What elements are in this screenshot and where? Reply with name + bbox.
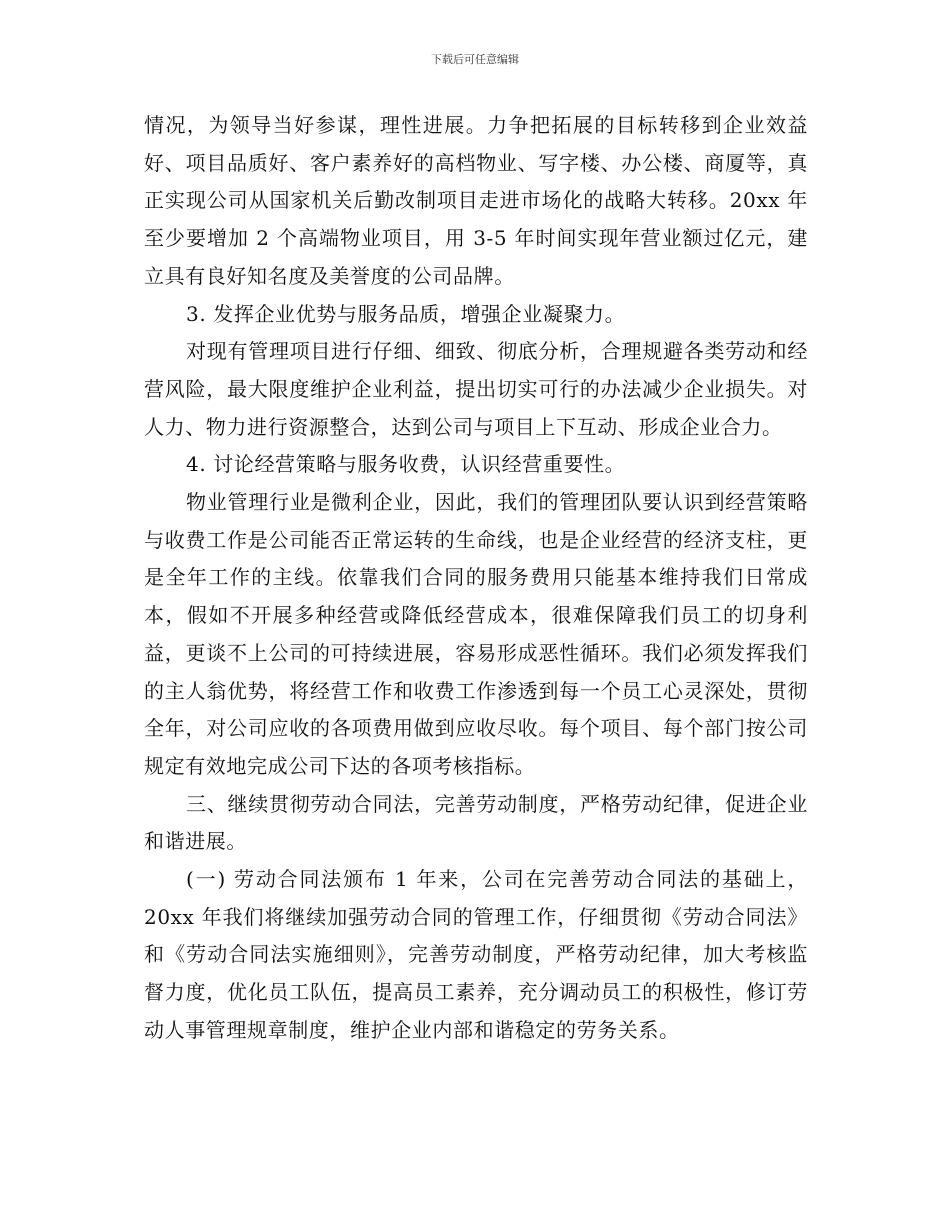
section-heading-4: 4. 讨论经营策略与服务收费，认识经营重要性。	[186, 452, 626, 477]
page-header: 下载后可任意编辑	[431, 53, 519, 66]
paragraph: 情况，为领导当好参谋，理性进展。力争把拓展的目标转移到企业效益好、项目品质好、客户素养好的高档物业、写字楼、办公楼、商厦等，真正实现公司从国家机关后勤改制项目走进市场化的战略大转移。20xx 年至少要增加 2 个高端物业项目，用 3-5 年时间实现年营业额过亿元，建立具有良好知名度及美誉度的公司品牌。	[144, 113, 808, 288]
document-body	[144, 107, 808, 1050]
paragraph: 对现有管理项目进行仔细、细致、彻底分析，合理规避各类劳动和经营风险，最大限度维护企业利益，提出切实可行的办法减少企业损失。对人力、物力进行资源整合，达到公司与项目上下互动、形成企业合力。	[144, 339, 808, 439]
paragraph: (一) 劳动合同法颁布 1 年来，公司在完善劳动合同法的基础上，20xx 年我们将继续加强劳动合同的管理工作，仔细贯彻《劳动合同法》和《劳动合同法实施细则》，完善劳动制度，严格劳动纪律，加大考核监督力度，优化员工队伍，提高员工素养，充分调动员工的积极性，修订劳动人事管理规章制度，维护企业内部和谐稳定的劳务关系。	[144, 867, 808, 1042]
section-heading-3: 3. 发挥企业优势与服务品质，增强企业凝聚力。	[186, 301, 626, 326]
paragraph: 物业管理行业是微利企业，因此，我们的管理团队要认识到经营策略与收费工作是公司能否正常运转的生命线，也是企业经营的经济支柱，更是全年工作的主线。依靠我们合同的服务费用只能基本维持我们日常成本，假如不开展多种经营或降低经营成本，很难保障我们员工的切身利益，更谈不上公司的可持续进展，容易形成恶性循环。我们必须发挥我们的主人翁优势，将经营工作和收费工作渗透到每一个员工心灵深处，贯彻全年，对公司应收的各项费用做到应收尽收。每个项目、每个部门按公司规定有效地完成公司下达的各项考核指标。	[144, 490, 808, 778]
chapter-heading-3: 三、继续贯彻劳动合同法，完善劳动制度，严格劳动纪律，促进企业和谐进展。	[144, 791, 808, 854]
